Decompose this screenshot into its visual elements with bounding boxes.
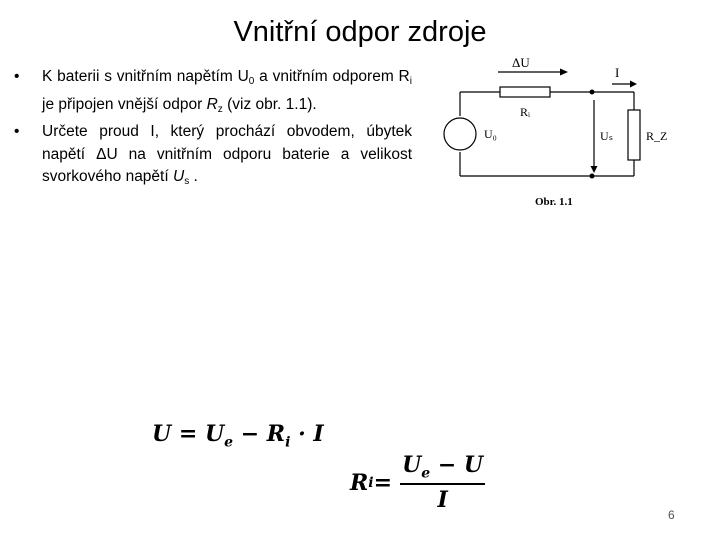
bullet-marker: • xyxy=(14,68,20,85)
fraction xyxy=(400,452,485,513)
subscript: s xyxy=(184,176,190,187)
fraction-numerator xyxy=(400,452,485,483)
arrow-head xyxy=(560,69,568,76)
bullet-text: Určete proud I, který prochází obvodem, úbytek napětí ΔU na vnitřním odporu baterie a velikost svorkového napětí xyxy=(42,123,412,185)
eq-term: · I xyxy=(290,421,324,447)
resistor-rz-symbol xyxy=(628,110,640,160)
label-delta-u: ΔU xyxy=(512,55,530,70)
bullet-text: je připojen vnější odpor xyxy=(42,95,207,113)
bullet-marker: • xyxy=(14,123,20,140)
eq-subscript: i xyxy=(368,474,374,491)
resistor-ri-symbol xyxy=(500,87,550,97)
eq-subscript: e xyxy=(421,465,431,482)
arrow-head xyxy=(591,166,598,173)
subscript: 0 xyxy=(248,76,255,87)
bullet-text-italic: U xyxy=(172,168,185,185)
label-ri: Rᵢ xyxy=(520,105,530,119)
label-us: Uₛ xyxy=(600,129,614,143)
eq-term: − U xyxy=(430,452,484,478)
bullet-text: (viz obr. 1.1). xyxy=(222,95,317,113)
eq-subscript: e xyxy=(224,434,234,451)
figure-caption: Obr. 1.1 xyxy=(535,196,573,208)
equation-internal-resistance xyxy=(350,452,485,513)
voltage-source-symbol xyxy=(444,118,476,150)
slide-title: Vnitřní odpor zdroje xyxy=(233,16,487,48)
bullet-item xyxy=(14,66,412,121)
eq-term: U = U xyxy=(152,421,225,447)
bullet-text: . xyxy=(189,168,198,185)
bullet-text-italic: R xyxy=(206,95,218,113)
label-u0: U₀ xyxy=(484,127,497,141)
page-number: 6 xyxy=(668,508,675,522)
eq-term: U xyxy=(402,452,422,478)
circuit-diagram xyxy=(440,52,670,217)
bullet-item xyxy=(14,121,412,194)
bullet-text: K baterii s vnitřním napětím U xyxy=(42,68,249,85)
fraction-denominator: I xyxy=(437,487,448,514)
eq-subscript: i xyxy=(285,434,291,451)
bullet-text: a vnitřním odporem R xyxy=(254,68,410,85)
eq-equals: = xyxy=(373,469,393,496)
subscript: z xyxy=(217,103,223,115)
label-rz: R_Z xyxy=(646,129,668,143)
eq-term: − R xyxy=(233,421,286,447)
subscript: i xyxy=(409,76,412,87)
arrow-head xyxy=(630,81,637,88)
bullet-list xyxy=(14,66,412,194)
node-dot xyxy=(590,90,595,95)
node-dot xyxy=(590,174,595,179)
eq-term: R xyxy=(350,469,369,496)
label-current: I xyxy=(615,65,620,80)
equation-terminal-voltage xyxy=(152,421,324,450)
